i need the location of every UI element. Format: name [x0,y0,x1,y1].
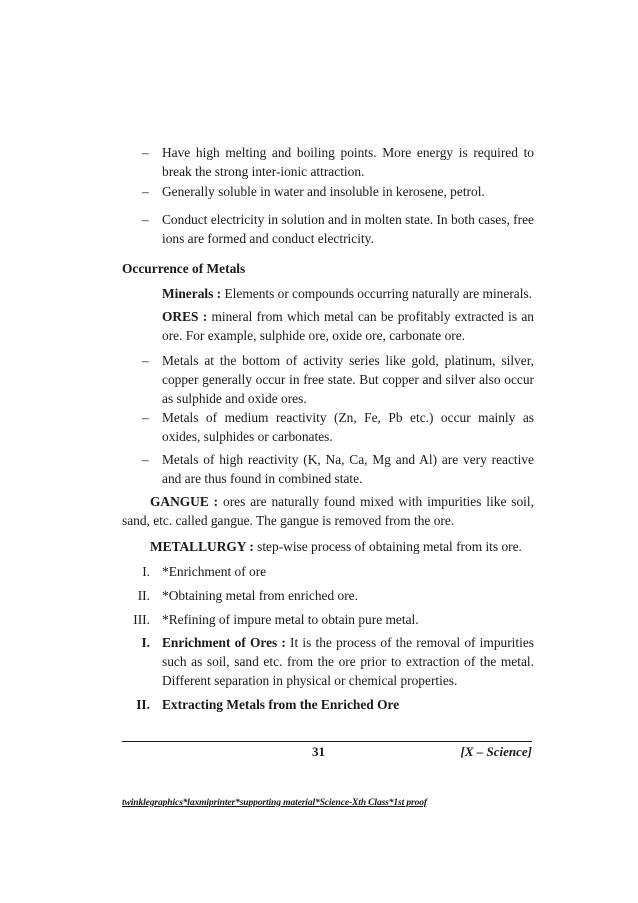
bullet-dash: – [142,184,149,199]
metallurgy-paragraph [122,537,534,556]
gangue-text: ores are naturally found mixed with impurities like soil, sand, etc. called gangue. The gangue is removed from the ore. [122,494,534,528]
detail-extracting [110,695,534,714]
step-item [110,586,534,605]
step-number: III. [133,612,150,627]
step-text: *Enrichment of ore [162,564,267,579]
step-item [110,562,534,581]
bullet-text: Metals of medium reactivity (Zn, Fe, Pb etc.) occur mainly as oxides, sulphides or carbonates. [162,410,534,444]
step-number: II. [137,588,150,603]
bullet-dash: – [142,410,149,425]
minerals-text: Elements or compounds occurring naturally are minerals. [221,286,533,301]
bullet-text: Conduct electricity in solution and in molten state. In both cases, free ions are formed and conduct electricity. [162,212,534,246]
detail-number: II. [136,697,150,712]
bullet-dash: – [142,452,149,467]
step-text: *Obtaining metal from enriched ore. [162,588,358,603]
bullet-text: Metals at the bottom of activity series like gold, platinum, silver, copper generally occur in free state. But copper and silver also occur as sulphide and oxide ores. [162,353,534,406]
bullet-dash: – [142,212,149,227]
ores-text: mineral from which metal can be profitably extracted is an ore. For example, sulphide ore, oxide ore, carbonate ore. [162,309,534,343]
detail-body: It is the process of the removal of impurities such as soil, sand etc. from the ore prior to extraction of the metal. Different separation in physical or chemical properties. [162,635,534,688]
bullet-high-reactivity [142,450,534,488]
bullet-conductivity [142,210,534,248]
gangue-label: GANGUE : [150,494,219,509]
step-text: *Refining of impure metal to obtain pure metal. [162,612,419,627]
bullet-medium-reactivity [142,408,534,446]
bullet-low-reactivity [142,351,534,408]
bullet-text: Have high melting and boiling points. More energy is required to break the strong inter-ionic attraction. [162,145,534,179]
ores-label: ORES : [162,309,208,324]
footer-rule [122,741,532,742]
bullet-text: Metals of high reactivity (K, Na, Ca, Mg and Al) are very reactive and are thus found in combined state. [162,452,534,486]
bullet-text: Generally soluble in water and insoluble in kerosene, petrol. [162,184,485,199]
page-number: 31 [312,744,325,759]
metallurgy-text: step-wise process of obtaining metal from its ore. [253,539,522,554]
gangue-paragraph [122,492,534,530]
bullet-solubility [142,182,534,201]
minerals-definition [162,284,534,303]
detail-label: Enrichment of Ores : [162,635,286,650]
bullet-dash: – [142,145,149,160]
printer-proof-line: twinklegraphics*laxmiprinter*supporting material*Science-Xth Class*1st proof [122,797,427,808]
minerals-label: Minerals : [162,286,222,301]
ores-definition [162,307,534,345]
step-number: I. [142,564,150,579]
metallurgy-label: METALLURGY : [150,539,254,554]
detail-number: I. [141,635,150,650]
footer-subject: [X – Science] [460,744,532,759]
detail-label: Extracting Metals from the Enriched Ore [162,697,400,712]
bullet-dash: – [142,353,149,368]
detail-enrichment [110,633,534,690]
step-item [110,610,534,629]
section-heading: Occurrence of Metals [122,261,246,276]
detail-text [162,633,534,690]
bullet-melting-points [142,143,534,181]
